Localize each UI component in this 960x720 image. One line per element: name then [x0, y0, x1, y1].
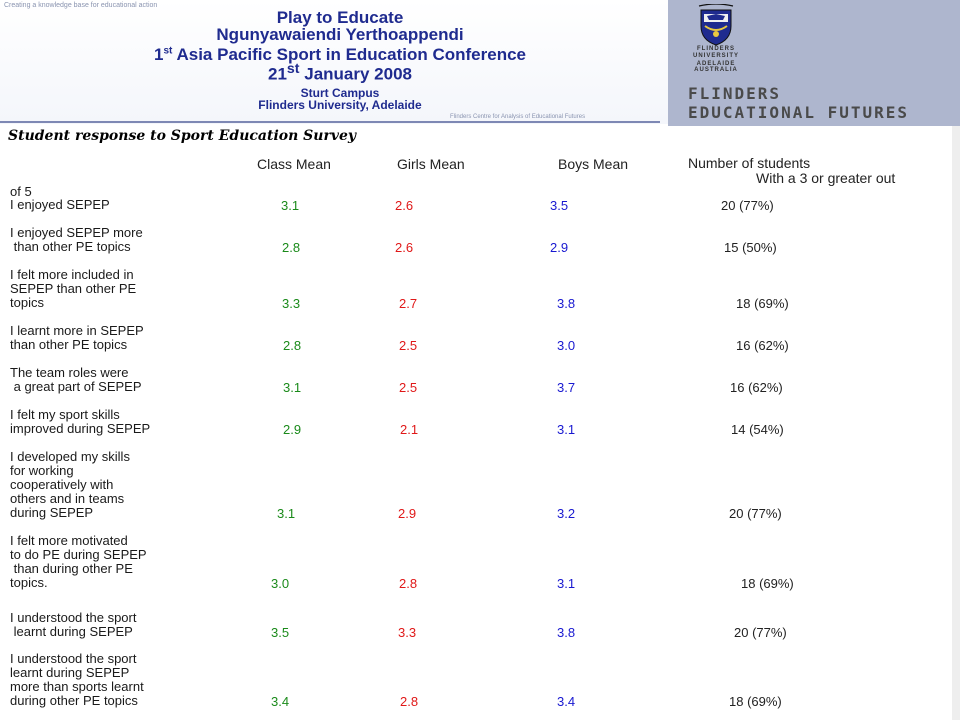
class-mean-value: 3.0 — [271, 576, 290, 591]
class-mean-value: 2.8 — [283, 338, 302, 353]
student-count-value: 16 (62%) — [736, 338, 789, 353]
survey-question — [10, 324, 144, 352]
university-location: Flinders University, Adelaide — [258, 98, 422, 112]
class-mean-value: 2.8 — [282, 240, 301, 255]
girls-mean-value: 2.1 — [400, 422, 419, 437]
university-crest-icon — [693, 4, 739, 46]
question-line: more than sports learnt — [10, 679, 144, 694]
girls-mean-value: 2.9 — [398, 506, 417, 521]
question-line: others and in teams — [10, 491, 125, 506]
column-header-count-line1: Number of students — [688, 155, 811, 171]
question-line: I understood the sport — [10, 651, 137, 666]
column-header-class-mean: Class Mean — [257, 156, 331, 172]
class-mean-value: 3.1 — [281, 198, 300, 213]
class-mean-value: 3.5 — [271, 625, 290, 640]
question-line: I understood the sport — [10, 610, 137, 625]
girls-mean-value: 2.8 — [400, 694, 419, 709]
student-count-value: 20 (77%) — [721, 198, 774, 213]
scrollbar-track[interactable] — [952, 126, 960, 720]
crest-label-line4: AUSTRALIA — [694, 67, 738, 73]
question-line: learnt during SEPEP — [10, 665, 130, 680]
question-line: a great part of SEPEP — [10, 379, 142, 394]
question-line: I developed my skills — [10, 449, 130, 464]
class-mean-value: 3.4 — [271, 694, 290, 709]
conference-date — [20, 61, 660, 85]
date-day: 21 — [268, 64, 287, 84]
survey-question — [10, 611, 136, 639]
question-line: I enjoyed SEPEP more — [10, 225, 143, 240]
class-mean-value: 3.1 — [277, 506, 296, 521]
question-line: SEPEP than other PE — [10, 281, 137, 296]
boys-mean-value: 3.8 — [557, 625, 576, 640]
boys-mean-value: 2.9 — [550, 240, 569, 255]
question-line: The team roles were — [10, 365, 129, 380]
student-count-value: 15 (50%) — [724, 240, 777, 255]
question-line: during other PE topics — [10, 693, 138, 708]
question-line: I felt my sport skills — [10, 407, 120, 422]
survey-question — [10, 366, 142, 394]
student-count-value: 18 (69%) — [741, 576, 794, 591]
question-line: than other PE topics — [10, 239, 131, 254]
campus-name: Sturt Campus — [300, 86, 380, 100]
survey-question — [10, 408, 150, 436]
column-header-boys-mean: Boys Mean — [558, 156, 629, 172]
header-tagline: Creating a knowledge base for educational action — [4, 2, 158, 9]
question-line: during SEPEP — [10, 505, 94, 520]
question-line: than other PE topics — [10, 337, 128, 352]
girls-mean-value: 2.6 — [395, 198, 414, 213]
girls-mean-value: 2.6 — [395, 240, 414, 255]
class-mean-value: 3.1 — [283, 380, 302, 395]
boys-mean-value: 3.1 — [557, 576, 576, 591]
boys-mean-value: 3.7 — [557, 380, 576, 395]
crest-label-line3: ADELAIDE — [696, 61, 736, 67]
boys-mean-value: 3.5 — [550, 198, 569, 213]
question-line: learnt during SEPEP — [10, 624, 133, 639]
boys-mean-value: 3.1 — [557, 422, 576, 437]
boys-mean-value: 3.8 — [557, 296, 576, 311]
girls-mean-value: 2.5 — [399, 338, 418, 353]
survey-question — [10, 652, 144, 708]
conference-number: 1 — [154, 45, 164, 64]
conference-title: Asia Pacific Sport in Education Conference — [176, 45, 526, 64]
brand-line2: EDUCATIONAL FUTURES — [688, 103, 910, 122]
girls-mean-value: 2.7 — [399, 296, 418, 311]
survey-question — [10, 226, 143, 254]
conference-ordinal: st — [163, 45, 173, 57]
survey-question — [10, 198, 110, 212]
survey-question — [10, 534, 147, 590]
question-line: to do PE during SEPEP — [10, 547, 147, 562]
girls-mean-value: 2.8 — [399, 576, 418, 591]
question-line: cooperatively with — [10, 477, 114, 492]
student-count-value: 18 (69%) — [736, 296, 789, 311]
question-line: I felt more included in — [10, 267, 134, 282]
student-count-value: 20 (77%) — [734, 625, 787, 640]
column-header-count-line2: With a 3 or greater out — [756, 170, 896, 186]
question-line: I enjoyed SEPEP — [10, 197, 110, 212]
question-line: than during other PE — [10, 561, 133, 576]
crest-label-line2: UNIVERSITY — [692, 53, 739, 59]
student-count-value: 16 (62%) — [730, 380, 783, 395]
crest-label-line1: FLINDERS — [697, 46, 735, 52]
boys-mean-value: 3.2 — [557, 506, 576, 521]
question-line: topics — [10, 295, 44, 310]
girls-mean-value: 2.5 — [399, 380, 418, 395]
question-line: I felt more motivated — [10, 533, 128, 548]
question-line: I learnt more in SEPEP — [10, 323, 144, 338]
survey-question — [10, 268, 136, 310]
column-header-girls-mean: Girls Mean — [397, 156, 465, 172]
question-line: improved during SEPEP — [10, 421, 151, 436]
student-count-value: 18 (69%) — [729, 694, 782, 709]
date-ordinal: st — [286, 61, 300, 77]
date-month-year: January 2008 — [304, 64, 412, 84]
girls-mean-value: 3.3 — [398, 625, 417, 640]
boys-mean-value: 3.4 — [557, 694, 576, 709]
class-mean-value: 2.9 — [283, 422, 302, 437]
column-header-student-count — [688, 156, 895, 186]
header-divider — [0, 121, 660, 123]
boys-mean-value: 3.0 — [557, 338, 576, 353]
student-count-value: 14 (54%) — [731, 422, 784, 437]
header-subtitle: Ngunyawaiendi Yerthoappendi — [216, 25, 464, 44]
survey-title: Student response to Sport Education Survey — [8, 128, 356, 144]
question-line: for working — [10, 463, 74, 478]
student-count-value: 20 (77%) — [729, 506, 782, 521]
header-continuation-text: of 5 — [10, 184, 32, 199]
header-title: Play to Educate — [276, 8, 404, 27]
question-line: topics. — [10, 575, 48, 590]
header-footer-text: Flinders Centre for Analysis of Educational Futures — [450, 114, 586, 120]
brand-line1: FLINDERS — [688, 84, 782, 103]
class-mean-value: 3.3 — [282, 296, 301, 311]
survey-question — [10, 450, 130, 520]
